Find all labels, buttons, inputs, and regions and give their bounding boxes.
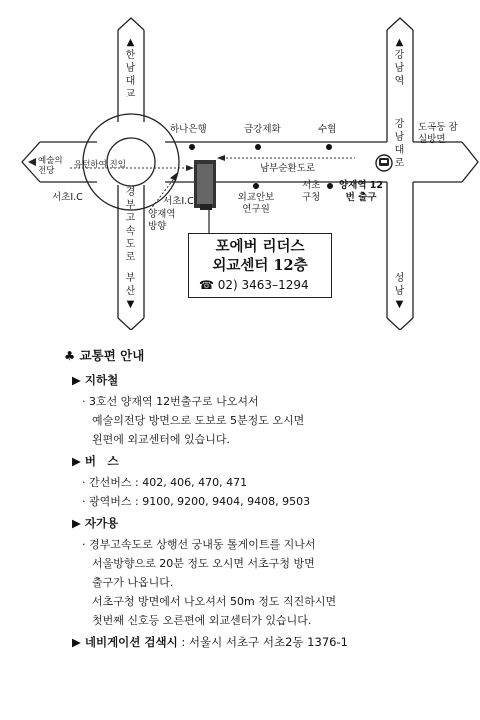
car-line: 출구가 나옵니다. [92, 576, 174, 589]
car-line: 첫번째 신호등 오른편에 외교센터가 있습니다. [92, 614, 312, 627]
arts-center-label: 예술의전당 [38, 156, 63, 176]
gangnam-daero-label: 강남대로 [394, 119, 405, 169]
bus-title: ▶ 버 스 [72, 454, 119, 468]
car-line: · 경부고속도로 상행선 궁내동 톨게이트를 지나서 [82, 538, 316, 551]
nav-label: ▶ 네비게이션 검색시 [72, 635, 178, 649]
hannam-bridge-label: ▲한남대교 [125, 37, 136, 100]
yangjae-exit-label: 양재역 12번 출구 [338, 180, 384, 203]
seocho-office-label: 서초구청 [302, 180, 321, 203]
gyeongbu-expressway-label: 경부고속도로 [125, 187, 136, 263]
building-floor: 외교센터 12층 [212, 257, 308, 274]
building-info-box [188, 233, 332, 298]
building-name: 포에버 리더스 [215, 238, 305, 255]
car-title: ▶ 자가용 [72, 516, 119, 530]
uturn-label: 유턴하여 진입 [74, 160, 126, 170]
subway-line: 예술의전당 방면으로 도보로 5분정도 오시면 [92, 414, 305, 427]
bus-line: · 간선버스 : 402, 406, 470, 471 [82, 476, 248, 489]
bus-line: · 광역버스 : 9100, 9200, 9404, 9408, 9503 [82, 495, 311, 508]
building-icon [194, 160, 216, 210]
navigation-address [72, 634, 464, 650]
nambu-sunhwan-label: 남부순환도로 [260, 163, 316, 174]
suhyup-label: 수협 [318, 124, 337, 135]
busan-label: 부산▼ [125, 273, 136, 310]
yangjae-direction-label: 양재역방향 [148, 209, 176, 232]
subway-line: 왼편에 외교센터에 있습니다. [92, 433, 231, 446]
location-map [0, 0, 480, 330]
dogok-jamsil-label: 도곡동 잠실방면 [418, 122, 458, 145]
gangnam-station-label: ▲강남역 [394, 37, 405, 87]
subway-line: · 3호선 양재역 12번출구로 나오셔서 [82, 395, 259, 408]
seocho-ic-diag-label: 서초I.C [163, 196, 194, 207]
diplomatic-institute-label: 외교안보연구원 [237, 192, 275, 215]
subway-icon [376, 155, 392, 171]
transport-guide [64, 346, 464, 650]
car-line: 서초구청 방면에서 나오셔서 50m 정도 직진하시면 [92, 595, 337, 608]
phone-number: ☎ 02) 3463–1294 [199, 278, 309, 292]
hana-bank-label: 하나은행 [170, 124, 207, 135]
subway-title: ▶ 지하철 [72, 373, 119, 387]
nav-value: : 서울시 서초구 서초2동 1376-1 [177, 635, 348, 649]
guide-heading: ♣ 교통편 안내 [64, 348, 145, 363]
geumgang-label: 금강제화 [244, 124, 281, 135]
seocho-ic-left-label: 서초I.C [52, 192, 83, 203]
car-line: 서울방향으로 20분 정도 오시면 서초구청 방면 [92, 557, 315, 570]
seongnam-label: 성남▼ [394, 273, 405, 310]
hannam-road-tip [118, 18, 144, 30]
